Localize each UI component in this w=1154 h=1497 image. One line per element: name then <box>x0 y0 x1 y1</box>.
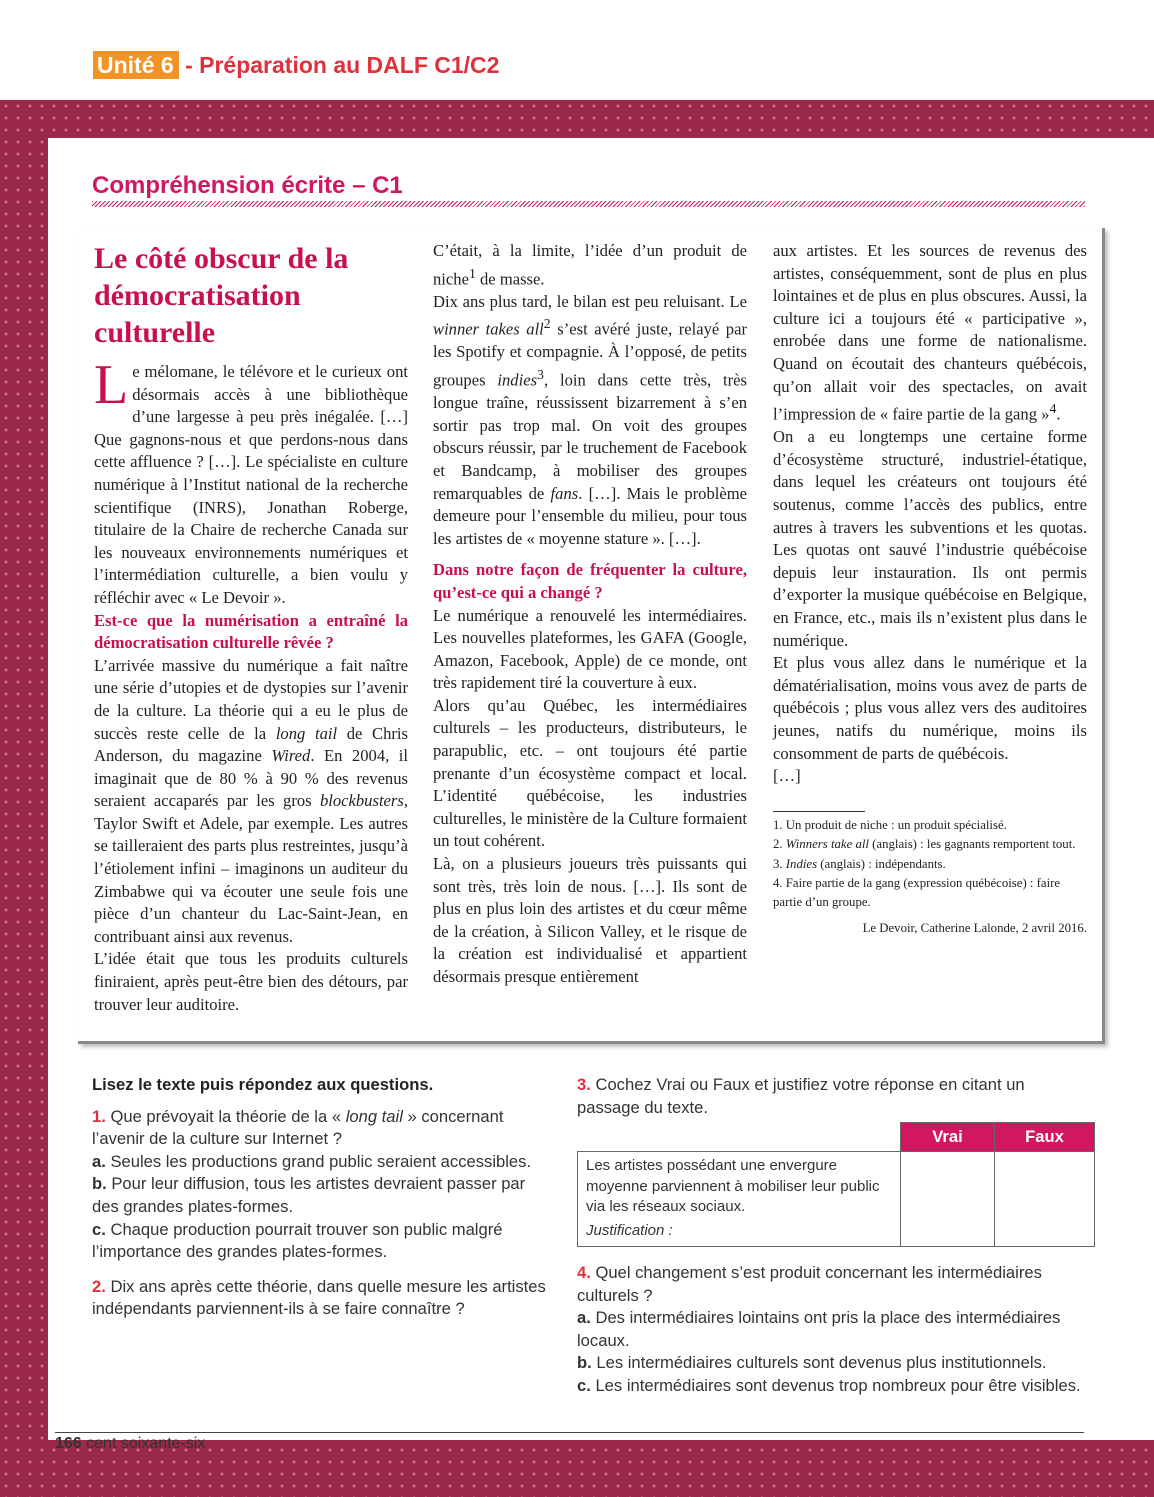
option-label: b. <box>92 1174 107 1194</box>
italic-text: Wired <box>271 746 311 766</box>
question-text: Quel changement s’est produit concernant les intermédiaires culturels ? <box>577 1263 1042 1305</box>
answer-option-b[interactable] <box>577 1352 1107 1375</box>
question-4-block <box>577 1262 1107 1398</box>
paragraph-text: Dix ans plus tard, le bilan est peu reluisant. Le <box>433 291 747 311</box>
paragraph-text: de masse. <box>475 269 545 289</box>
faux-checkbox-cell[interactable] <box>995 1152 1095 1247</box>
option-text: Les intermédiaires sont devenus trop nombreux pour être visibles. <box>590 1375 1081 1395</box>
article-paragraph <box>433 240 747 291</box>
vrai-checkbox-cell[interactable] <box>901 1152 995 1247</box>
article-subheading: Dans notre façon de fréquenter la culture, qu’est-ce qui a changé ? <box>433 560 747 602</box>
italic-text: long tail <box>275 723 338 743</box>
justification-label[interactable]: Justification : <box>586 1221 673 1239</box>
column-header-faux: Faux <box>995 1123 1095 1152</box>
option-label: b. <box>577 1353 592 1373</box>
question-text: Que prévoyait la théorie de la « <box>105 1106 346 1126</box>
unit-badge: Unité 6 <box>93 51 179 79</box>
italic-text: blockbusters <box>319 791 404 811</box>
question-1 <box>92 1106 548 1151</box>
footnote-ref: 2 <box>543 316 551 332</box>
article-paragraph <box>433 291 747 551</box>
option-text: Pour leur diffusion, tous les artistes devraient passer par des grandes plates-formes. <box>92 1174 526 1216</box>
footnote-3 <box>773 855 1087 874</box>
footnote-text: 3. <box>773 856 786 871</box>
footnote-text: (anglais) : indépendants. <box>817 856 946 871</box>
italic-text: Indies <box>785 856 818 871</box>
footnote-1: 1. Un produit de niche : un produit spécialisé. <box>773 817 1007 832</box>
questions-right <box>577 1074 1107 1119</box>
question-2 <box>92 1276 548 1321</box>
option-text: Seules les productions grand public seraient accessibles. <box>105 1151 532 1171</box>
footnote-ref: 1 <box>468 265 476 281</box>
footnote-text: 2. <box>773 837 786 852</box>
column-header-vrai: Vrai <box>901 1123 995 1152</box>
footnote-divider <box>773 811 865 812</box>
drop-cap: L <box>94 354 129 416</box>
paragraph-text: e mélomane, le télévore et le curieux ont désormais accès à une bibliothèque d’une largesse à peu près inégalée. […] Que gagnons-nous et que perdons-nous dans cette affluence ? […]. Le spécialiste en culture numérique à l’Institut national de la recherche scientifique (INRS), Jonathan Roberge, titulaire de la Chaire de recherche Canada sur les nouveaux environnements numériques et l’intermédiation culturelle, a bien voulu y réfléchir avec « Le Devoir ». <box>94 362 408 607</box>
answer-option-c[interactable] <box>577 1375 1107 1398</box>
footnote-text: (anglais) : les gagnants remportent tout. <box>868 837 1076 852</box>
article-paragraph: Le numérique a renouvelé les intermédiaires. Les nouvelles plateformes, les GAFA (Google, Amazon, Facebook, Apple) de ce monde, ont très rapidement tiré la couverture à eux. <box>433 605 747 693</box>
article-column-2 <box>433 240 747 989</box>
question-3 <box>577 1074 1047 1119</box>
question-text: Cochez Vrai ou Faux et justifiez votre réponse en citant un passage du texte. <box>577 1075 1025 1117</box>
table-corner <box>578 1123 901 1152</box>
article-paragraph: Et plus vous allez dans le numérique et la dématérialisation, moins vous avez de parts de québécois ; plus vous allez vers des auditoires jeunes, natifs du numérique, moins ils consomment de parts de québécois. <box>773 653 1087 763</box>
article-subheading: Est-ce que la numérisation a entraîné la démocratisation culturelle rêvée ? <box>94 610 408 653</box>
italic-text: fans <box>550 483 579 503</box>
option-text: Les intermédiaires culturels sont devenus plus institutionnels. <box>591 1353 1047 1373</box>
italic-text: winner takes all <box>433 319 544 339</box>
article-paragraph: […] <box>773 766 801 786</box>
article-paragraph: Alors qu’au Québec, les intermédiaires culturels – les producteurs, distributeurs, le parapublic, etc. – ont toujours été partie prenante d’un écosystème compact et local. L’identité québécoise, les industries culturelles, le ministère de la Culture formaient un tout cohérent. <box>433 695 747 851</box>
option-label: c. <box>577 1375 591 1395</box>
article-paragraph <box>94 655 408 949</box>
unit-header <box>93 50 499 80</box>
section-underline <box>92 201 1085 207</box>
italic-text: indies <box>497 370 538 390</box>
option-label: a. <box>92 1151 106 1171</box>
article-title: Le côté obscur de la démocratisation culturelle <box>94 242 349 349</box>
footnote-ref: 3 <box>537 367 544 383</box>
question-number: 2. <box>92 1276 106 1296</box>
footnote-ref: 4 <box>1049 401 1057 417</box>
footnotes <box>773 816 1087 913</box>
article-paragraph <box>773 240 1087 426</box>
option-label: c. <box>92 1219 106 1239</box>
option-text: Chaque production pourrait trouver son public malgré l’importance des grandes plates-formes. <box>92 1219 503 1262</box>
article-paragraph: L’idée était que tous les produits culturels finiraient, après peut-être bien des détours, par trouver leur auditoire. <box>94 949 408 1014</box>
option-text: Des intermédiaires lointains ont pris la place des intermédiaires locaux. <box>577 1308 1061 1350</box>
italic-text: Winners take all <box>785 837 869 852</box>
footer-rule <box>55 1432 1084 1433</box>
paragraph-text: L’arrivée massive du numérique a fait naître une série d’utopies et de dystopies sur l’avenir de la culture. La théorie qui a eu le plus de succès reste celle de la <box>94 655 408 743</box>
section-title: Compréhension écrite – C1 <box>92 172 403 199</box>
paragraph-text: , loin dans cette très, très longue traîne, réussissent bizarrement à s’en sortir pas trop mal. On voit des groupes obscurs réussir, par le truchement de Facebook et Bandcamp, à mobiliser des groupes remarquables de <box>433 370 747 503</box>
article-paragraph: Là, on a plusieurs joueurs très puissants qui sont très, très loin de nous. […]. Ils sont de plus en plus loin des artistes et du cœur même de la création, à Silicon Valley, et le risque de la création est individualisé et appartient désormais presque entièrement <box>433 854 747 986</box>
article-column-1 <box>94 240 408 1016</box>
question-number: 4. <box>577 1263 591 1282</box>
footnote-2 <box>773 835 1087 854</box>
statement-cell <box>578 1152 901 1247</box>
statement-text: Les artistes possédant une envergure moyenne parviennent à mobiliser leur public via les réseaux sociaux. <box>586 1157 880 1215</box>
paragraph-text: . En 2004, il imaginait que de 80 % à 90 % des revenus seraient accaparés par les gros <box>94 746 408 811</box>
italic-text: long tail <box>345 1106 403 1126</box>
paragraph-text: , Taylor Swift et Adele, par exemple. Les autres se tailleraient des parts plus restreintes, jusqu’à l’étiolement infini – imaginons un auditeur du Zimbabwe qui va écouter une seule fois une pièce d’un chanteur du Lac-Saint-Jean, en contribuant ainsi aux revenus. <box>94 791 408 946</box>
question-number: 3. <box>577 1075 591 1094</box>
article-paragraph <box>94 354 408 610</box>
paragraph-text: . […]. Mais le problème demeure pour l’ensemble du milieu, pour tous les artistes de « moyenne stature ». […]. <box>433 483 747 548</box>
question-text: Dix ans après cette théorie, dans quelle mesure les artistes indépendants parviennent-ils à se faire connaître ? <box>92 1276 546 1319</box>
answer-option-a[interactable] <box>577 1307 1107 1352</box>
paragraph-text: C’était, à la limite, l’idée d’un produit de niche <box>433 241 747 289</box>
page-footer <box>55 1435 205 1453</box>
paragraph-text: de Chris Anderson, du magazine <box>94 723 409 766</box>
page-number: 166 <box>55 1435 82 1452</box>
question-number: 1. <box>92 1106 106 1126</box>
questions-intro: Lisez le texte puis répondez aux questions. <box>92 1075 434 1094</box>
answer-option-c[interactable] <box>92 1219 548 1264</box>
article-paragraph: On a eu longtemps une certaine forme d’écosystème structuré, industriel-étatique, dans lequel les créateurs ont toujours été soutenus, comme l’accès des publics, entre autres à travers les subventions et les quotas. Les quotas ont sauvé l’industrie québécoise depuis leur instauration. Ils ont permis d’exporter la musique québécoise en Belgique, en France, etc., mais ils n’existent plus dans le numérique. <box>773 427 1087 650</box>
unit-title: - Préparation au DALF C1/C2 <box>178 52 500 78</box>
footnote-4: 4. Faire partie de la gang (expression québécoise) : faire partie d’un groupe. <box>773 876 1061 910</box>
question-4 <box>577 1262 1107 1307</box>
true-false-table <box>577 1122 1095 1247</box>
paragraph-text: . <box>1056 404 1061 424</box>
article-source: Le Devoir, Catherine Lalonde, 2 avril 2016. <box>862 920 1087 935</box>
question-text: » concernant l’avenir de la culture sur Internet ? <box>92 1106 504 1149</box>
paragraph-text: aux artistes. Et les sources de revenus des artistes, conséquemment, sont de plus en plus lointaines et de plus en plus obscures. Aussi, la culture ici a toujours été « participative », enrobée dans une forme de nationalisme. Quand on écoutait des chanteurs québécois, qu’on allait voir des spectacles, on avait l’impression de « faire partie de la gang » <box>773 241 1087 424</box>
answer-option-b[interactable] <box>92 1173 548 1218</box>
page-number-words: cent soixante-six <box>81 1435 206 1452</box>
article-column-3 <box>773 240 1087 938</box>
questions-left <box>92 1074 548 1321</box>
paragraph-text: s’est avéré juste, relayé par les Spotify et compagnie. À l’opposé, de petits groupes <box>433 319 747 390</box>
answer-option-a[interactable] <box>92 1151 548 1174</box>
option-label: a. <box>577 1308 591 1328</box>
